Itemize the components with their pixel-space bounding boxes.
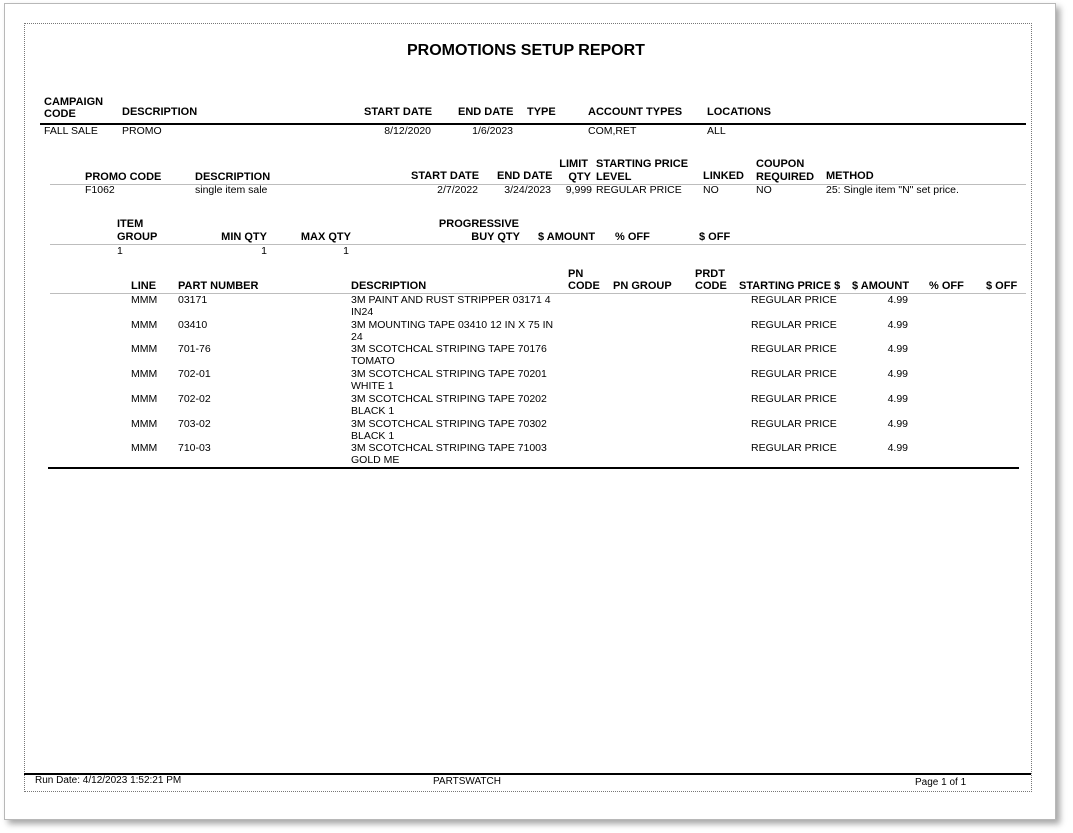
part-description-line1: 3M PAINT AND RUST STRIPPER 03171 4	[351, 294, 551, 306]
campaign-locations-header: LOCATIONS	[707, 106, 771, 118]
campaign-code-value: FALL SALE	[44, 125, 98, 137]
part-description-line1: 3M SCOTCHCAL STRIPING TAPE 70201	[351, 368, 547, 380]
parts-description-header: DESCRIPTION	[351, 280, 427, 292]
part-starting-price-cell: REGULAR PRICE	[751, 442, 837, 454]
promo-starting-price-header-line1: STARTING PRICE	[596, 158, 689, 170]
footer-company: PARTSWATCH	[433, 776, 501, 787]
part-description-line1: 3M SCOTCHCAL STRIPING TAPE 70176	[351, 343, 547, 355]
part-amount-cell: 4.99	[887, 294, 908, 306]
part-description-line2: 24	[351, 331, 363, 343]
parts-line-header: LINE	[131, 280, 157, 292]
promo-code-value: F1062	[85, 184, 115, 196]
parts-table-bottom-rule	[48, 467, 1019, 469]
campaign-description-header: DESCRIPTION	[122, 106, 198, 118]
part-number-cell: 03171	[178, 294, 208, 306]
promo-starting-price-header-line2: LEVEL	[596, 171, 632, 183]
part-description-line1: 3M SCOTCHCAL STRIPING TAPE 71003	[351, 442, 547, 454]
part-description-line2: WHITE 1	[351, 380, 394, 392]
campaign-account-types-value: COM,RET	[588, 125, 637, 137]
campaign-end-date-header: END DATE	[458, 106, 514, 118]
campaign-header-rule	[40, 123, 1026, 125]
promo-limit-header-line1: LIMIT	[559, 158, 588, 170]
part-amount-cell: 4.99	[887, 418, 908, 430]
part-line-cell: MMM	[131, 343, 158, 355]
promo-description-header: DESCRIPTION	[195, 171, 271, 183]
part-number-cell: 702-01	[178, 368, 211, 380]
part-description-line1: 3M MOUNTING TAPE 03410 12 IN X 75 IN	[351, 319, 554, 331]
promo-limit-qty-value: 9,999	[565, 184, 592, 196]
parts-prdt-code-header-line2: CODE	[695, 280, 727, 292]
parts-prdt-code-header-line1: PRDT	[695, 268, 725, 280]
parts-pn-code-header-line1: PN	[568, 268, 584, 280]
parts-starting-price-header: STARTING PRICE $	[739, 280, 841, 292]
part-number-cell: 701-76	[178, 343, 211, 355]
item-group-max-qty-header: MAX QTY	[300, 231, 351, 243]
item-group-header-line2: GROUP	[117, 231, 158, 243]
item-group-header-line1: ITEM	[117, 218, 144, 230]
promo-start-date-value: 2/7/2022	[437, 184, 478, 196]
part-description-line2: IN24	[351, 306, 374, 318]
part-amount-cell: 4.99	[887, 393, 908, 405]
parts-dollar-off-header: $ OFF	[986, 280, 1018, 292]
part-number-cell: 710-03	[178, 442, 211, 454]
parts-pct-off-header: % OFF	[929, 280, 964, 292]
item-group-header-rule	[50, 244, 1026, 245]
part-amount-cell: 4.99	[887, 368, 908, 380]
promo-coupon-value: NO	[756, 184, 772, 196]
promo-coupon-header-line1: COUPON	[756, 158, 805, 170]
campaign-account-types-header: ACCOUNT TYPES	[588, 106, 683, 118]
promo-end-date-value: 3/24/2023	[504, 184, 551, 196]
promo-description-value: single item sale	[195, 184, 268, 196]
part-line-cell: MMM	[131, 368, 158, 380]
part-number-cell: 702-02	[178, 393, 211, 405]
campaign-type-header: TYPE	[527, 106, 556, 118]
promo-limit-header-line2: QTY	[568, 171, 591, 183]
part-number-cell: 703-02	[178, 418, 211, 430]
part-description-line1: 3M SCOTCHCAL STRIPING TAPE 70302	[351, 418, 547, 430]
promo-method-value: 25: Single item "N" set price.	[826, 184, 959, 196]
parts-part-number-header: PART NUMBER	[178, 280, 259, 292]
promo-method-header: METHOD	[826, 170, 874, 182]
item-group-value: 1	[117, 245, 123, 257]
part-line-cell: MMM	[131, 418, 158, 430]
report-title: PROMOTIONS SETUP REPORT	[407, 42, 645, 59]
part-line-cell: MMM	[131, 294, 158, 306]
parts-pn-group-header: PN GROUP	[613, 280, 672, 292]
part-line-cell: MMM	[131, 319, 158, 331]
campaign-description-value: PROMO	[122, 125, 162, 137]
promo-starting-price-value: REGULAR PRICE	[596, 184, 682, 196]
campaign-start-date-header: START DATE	[364, 106, 433, 118]
campaign-locations-value: ALL	[707, 125, 726, 137]
campaign-start-date-value: 8/12/2020	[384, 125, 431, 137]
promo-linked-value: NO	[703, 184, 719, 196]
part-starting-price-cell: REGULAR PRICE	[751, 418, 837, 430]
part-description-line2: BLACK 1	[351, 430, 395, 442]
part-starting-price-cell: REGULAR PRICE	[751, 343, 837, 355]
promo-end-date-header: END DATE	[497, 170, 553, 182]
part-starting-price-cell: REGULAR PRICE	[751, 368, 837, 380]
promo-linked-header: LINKED	[703, 170, 744, 182]
part-amount-cell: 4.99	[887, 343, 908, 355]
part-starting-price-cell: REGULAR PRICE	[751, 393, 837, 405]
item-group-pct-off-header: % OFF	[615, 231, 650, 243]
part-starting-price-cell: REGULAR PRICE	[751, 294, 837, 306]
part-line-cell: MMM	[131, 393, 158, 405]
part-description-line1: 3M SCOTCHCAL STRIPING TAPE 70202	[351, 393, 547, 405]
part-line-cell: MMM	[131, 442, 158, 454]
part-description-line2: GOLD ME	[351, 454, 400, 466]
item-group-min-qty-value: 1	[261, 245, 267, 257]
item-group-max-qty-value: 1	[343, 245, 349, 257]
part-amount-cell: 4.99	[887, 319, 908, 331]
item-group-amount-header: $ AMOUNT	[538, 231, 596, 243]
item-group-progressive-header-line2: BUY QTY	[471, 231, 520, 243]
item-group-min-qty-header: MIN QTY	[221, 231, 267, 243]
item-group-progressive-header-line1: PROGRESSIVE	[438, 218, 519, 230]
part-number-cell: 03410	[178, 319, 208, 331]
promo-code-header: PROMO CODE	[85, 171, 162, 183]
campaign-code-header-line2: CODE	[44, 108, 76, 120]
parts-pn-code-header-line2: CODE	[568, 280, 600, 292]
part-starting-price-cell: REGULAR PRICE	[751, 319, 837, 331]
footer-run-date: Run Date: 4/12/2023 1:52:21 PM	[35, 775, 182, 786]
campaign-end-date-value: 1/6/2023	[472, 125, 513, 137]
promo-start-date-header: START DATE	[411, 170, 480, 182]
campaign-code-header-line1: CAMPAIGN	[44, 96, 104, 108]
promo-coupon-header-line2: REQUIRED	[756, 171, 815, 183]
footer-page-number: Page 1 of 1	[915, 777, 967, 788]
item-group-dollar-off-header: $ OFF	[699, 231, 731, 243]
part-amount-cell: 4.99	[887, 442, 908, 454]
part-description-line2: TOMATO	[351, 355, 395, 367]
page-margin-frame	[24, 23, 1032, 792]
part-description-line2: BLACK 1	[351, 405, 395, 417]
parts-amount-header: $ AMOUNT	[852, 280, 910, 292]
